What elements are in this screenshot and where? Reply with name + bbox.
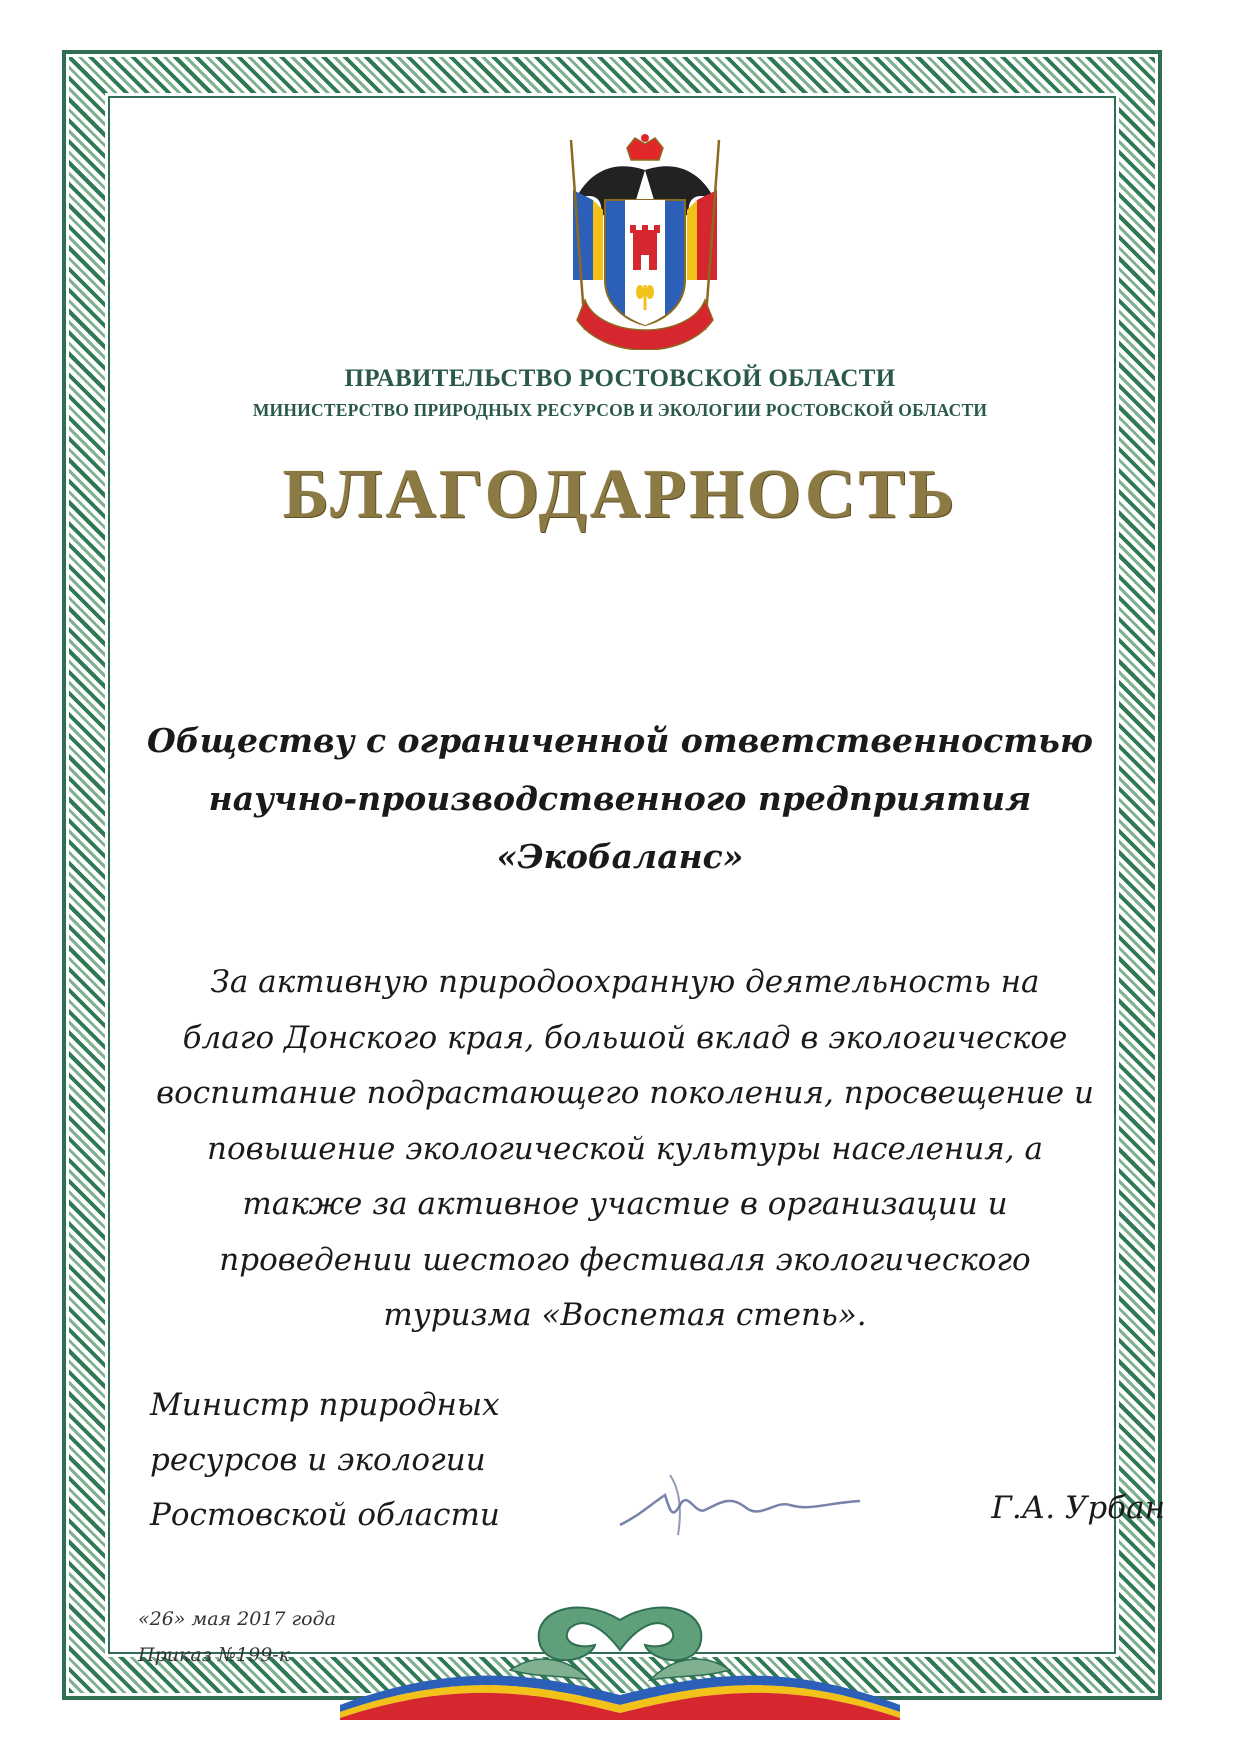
citation-line: также за активное участие в организации и (242, 1186, 1008, 1222)
recipient-line: научно-производственного предприятия (208, 779, 1032, 818)
signature-icon (610, 1465, 870, 1555)
coat-of-arms-icon (545, 130, 745, 350)
document-title: БЛАГОДАРНОСТЬ (282, 456, 958, 533)
recipient-line: Обществу с ограниченной ответственностью (147, 721, 1093, 760)
ribbon-ornament-icon (340, 1590, 900, 1720)
citation-line: проведении шестого фестиваля экологического (219, 1241, 1031, 1278)
citation-line: туризма «Воспетая степь». (383, 1297, 867, 1333)
citation-line: повышение экологической культуры населения, а (206, 1130, 1043, 1167)
issue-date: «26» мая 2017 года (138, 1608, 336, 1630)
citation-line: воспитание подрастающего поколения, просвещение и (156, 1075, 1094, 1111)
citation-line: За активную природоохранную деятельность на (210, 964, 1040, 1000)
government-heading: ПРАВИТЕЛЬСТВО РОСТОВСКОЙ ОБЛАСТИ (344, 365, 896, 392)
signer-position-line: ресурсов и экологии (150, 1442, 486, 1478)
recipient-line: «Экобаланс» (496, 837, 744, 876)
signer-position (150, 1378, 630, 1543)
citation-line: благо Донского края, большой вклад в экологическое (182, 1019, 1068, 1056)
signer-name: Г.А. Урбан (991, 1490, 1165, 1526)
citation-text (140, 955, 1110, 1344)
recipient-block (120, 712, 1120, 886)
ministry-heading: МИНИСТЕРСТВО ПРИРОДНЫХ РЕСУРСОВ И ЭКОЛОГИИ РОСТОВСКОЙ ОБЛАСТИ (252, 400, 988, 420)
signer-position-line: Ростовской области (150, 1497, 500, 1533)
signer-position-line: Министр природных (150, 1387, 500, 1423)
order-number: Приказ №199-к (138, 1644, 291, 1666)
